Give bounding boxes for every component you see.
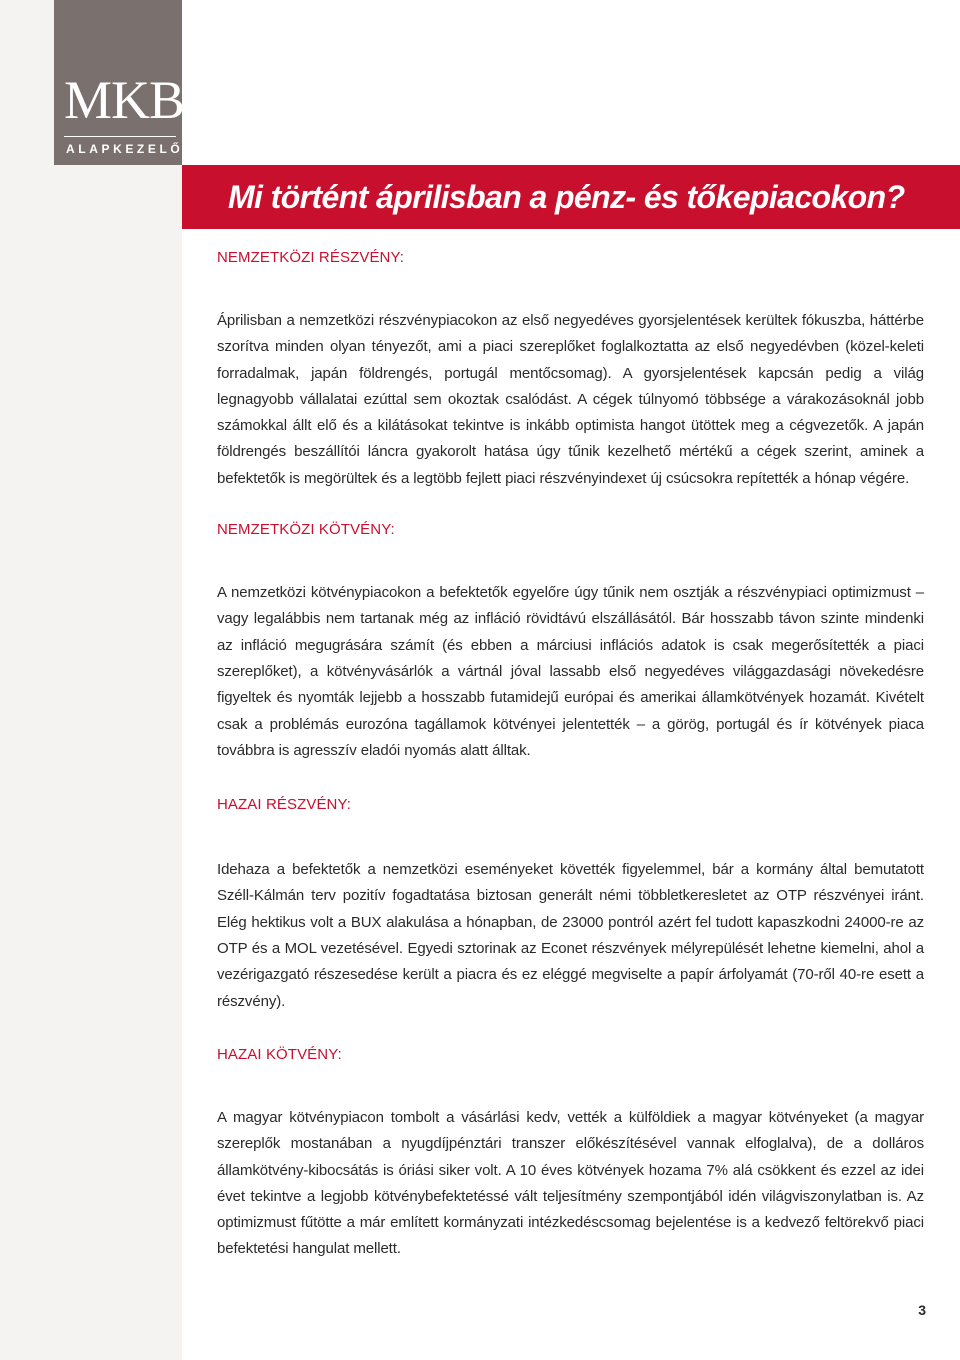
section-paragraph: A nemzetközi kötvénypiacokon a befektetők egyelőre úgy tűnik nem osztják a részvénypiaci optimizmust – vagy legalábbis nem tartanak még az infláció rövidtávú elszállásától. Bár hosszabb távon szinte mindenki az infláció megugrására számít (és ebben a márciusi inflációs adatok is csak megerősítették a piaci szereplőket), a kötvényvásárlók a vártnál jóval lassabb első negyedéves világgazdasági növekedésre figyeltek és nyomták lejjebb a hosszabb futamidejű európai és amerikai államkötvények hozamát. Kivételt csak a problémás eurozóna tagállamok kötvényei jelentették – a görög, portugál és ír kötvények piaca továbbra is agresszív eladói nyomás alatt álltak. xyxy=(217,584,924,759)
section-paragraph: Idehaza a befektetők a nemzetközi eseményeket követték figyelemmel, bár a kormány által bemutatott Széll-Kálmán terv pozitív fogadtatása biztosan generált némi többletkeresletet az OTP részvényei iránt. Elég hektikus volt a BUX alakulása a hónapban, de 23000 pontról azért fel tudott kapaszkodni 24000-re az OTP és a MOL vezetésével. Egyedi sztorinak az Econet részvények mélyrepülését lehetne kiemelni, ahol a vezérigazgató részesedése került a piacra és ez eléggé megviselte a papír árfolyamát (70-ről 40-re esett a részvény). xyxy=(217,861,924,1010)
section-heading: HAZAI KÖTVÉNY: xyxy=(217,1045,342,1063)
section-heading: NEMZETKÖZI RÉSZVÉNY: xyxy=(217,249,405,266)
section-paragraph: Áprilisban a nemzetközi részvénypiacokon az első negyedéves gyorsjelentések kerültek fókuszba, háttérbe szorítva minden olyan tényezőt, ami a piaci szereplőket foglalkoztatta az első negyedévben (közel-keleti forradalmak, japán földrengés, portugál mentőcsomag). A gyorsjelentések kapcsán pedig a világ legnagyobb vállalatai ezúttal sem okoztak csalódást. A cégek túlnyomó többsége a várakozásoknál jobb számokkal állt elő és a kilátásokat tekintve is inkább optimista hangot ütöttek meg a cégvezetők. A japán földrengés beszállítói láncra gyakorolt hatása úgy tűnik kezelhető mértékű a cégek szerint, aminek a befektetők is megörültek és a legtöbb fejlett piaci részvényindexet új csúcsokra repítették a hónap végére. xyxy=(217,312,924,487)
section-paragraph: A magyar kötvénypiacon tombolt a vásárlási kedv, vették a külföldiek a magyar kötvényeket (a magyar szereplők mostanában a nyugdíjpénztári transzer előkészítésével vannak elfoglalva), de a dolláros államkötvény-kibocsátás is óriási siker volt. A 10 éves kötvények hozama 7% alá csökkent és ezzel az idei évet tekintve a legjobb kötvénybefektetéssé vált teljesítmény szempontjából idén világviszonylatban is. Az optimizmust fűtötte a már említett kormányzati intézkedéscsomag bejelentése is a kedvező feltörekvő piaci befektetési hangulat mellett. xyxy=(217,1108,924,1258)
page-number: 3 xyxy=(918,1302,926,1318)
logo-subtitle: ALAPKEZELŐ xyxy=(66,142,184,156)
mkb-logo xyxy=(54,0,185,165)
logo-divider xyxy=(64,136,176,137)
page-title: Mi történt áprilisban a pénz- és tőkepiacokon? xyxy=(228,179,905,215)
section-heading: HAZAI RÉSZVÉNY: xyxy=(217,796,352,814)
section-heading: NEMZETKÖZI KÖTVÉNY: xyxy=(217,521,395,539)
article-body xyxy=(217,246,924,1263)
logo-letters: MKB xyxy=(64,70,185,130)
left-sidebar xyxy=(0,0,185,1360)
